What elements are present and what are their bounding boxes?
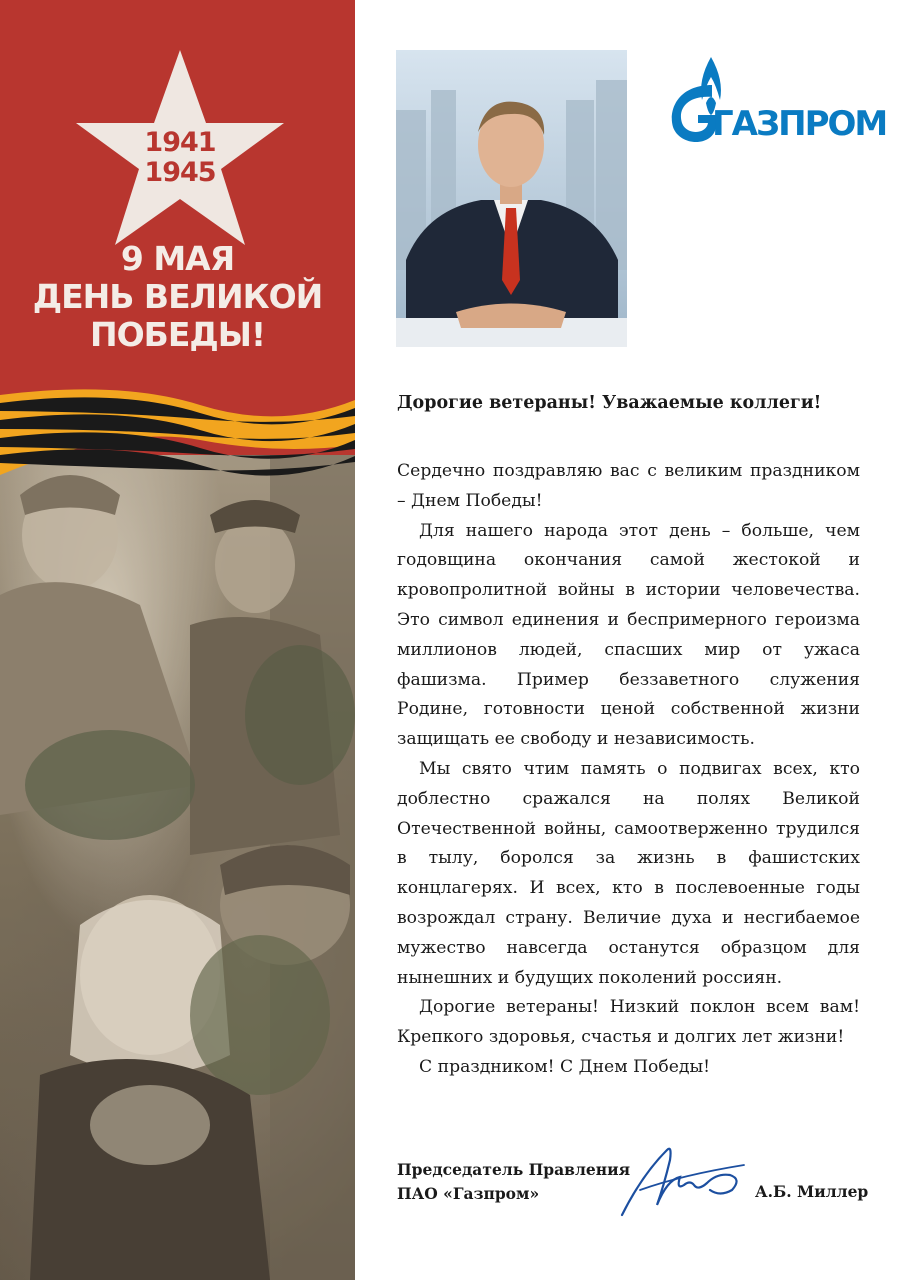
letter-paragraph: Дорогие ветераны! Низкий поклон всем вам! Крепкого здоровья, счастья и долгих лет жизни! <box>397 997 860 1048</box>
year-start: 1941 <box>144 127 216 158</box>
logo-text: ГАЗПРОМ <box>712 104 887 144</box>
letter-paragraph: Сердечно поздравляю вас с великим праздником – Днем Победы! <box>397 461 860 511</box>
letter-paragraph: С праздником! С Днем Победы! <box>419 1056 711 1077</box>
chairman-portrait <box>396 50 627 347</box>
letter-paragraph: Для нашего народа этот день – больше, чем годовщина окончания самой жестокой и кровопролитной войны в истории человечества. Это символ единения и беспримерного героизма миллионов людей, спасших мир от ужаса фашизма. Пример беззаветного служения Родине, готовности ценой собственной жизни защищать ее свободу и независимость. <box>397 520 860 750</box>
letter-body <box>397 457 860 1083</box>
portrait-image <box>396 50 627 347</box>
headline-line-2: ДЕНЬ ВЕЛИКОЙ <box>32 277 323 316</box>
handwritten-signature <box>612 1135 752 1225</box>
st-george-ribbon <box>0 360 355 480</box>
headline-line-3: ПОБЕДЫ! <box>90 315 265 354</box>
signatory-name: А.Б. Миллер <box>755 1182 869 1201</box>
position-line-1: Председатель Правления <box>397 1160 631 1179</box>
signatory-position <box>397 1158 630 1206</box>
years-label <box>70 128 290 188</box>
archive-photo-figures <box>0 455 355 1280</box>
headline-date: 9 МАЯ <box>120 239 235 278</box>
banner-headline <box>20 240 335 354</box>
year-end: 1945 <box>144 157 216 188</box>
position-line-2: ПАО «Газпром» <box>397 1184 540 1203</box>
victory-day-banner <box>0 0 355 1280</box>
letter-greeting: Дорогие ветераны! Уважаемые коллеги! <box>397 393 822 413</box>
archive-photo <box>0 455 355 1280</box>
letter-paragraph: Мы свято чтим память о подвигах всех, кто доблестно сражался на полях Великой Отечественной войны, самоотверженно трудился в тылу, боролся за жизнь в фашистских концлагерях. И всех, кто в послевоенные годы возрождал страну. Величие духа и несгибаемое мужество навсегда останутся образцом для нынешних и будущих поколений россиян. <box>397 758 860 988</box>
